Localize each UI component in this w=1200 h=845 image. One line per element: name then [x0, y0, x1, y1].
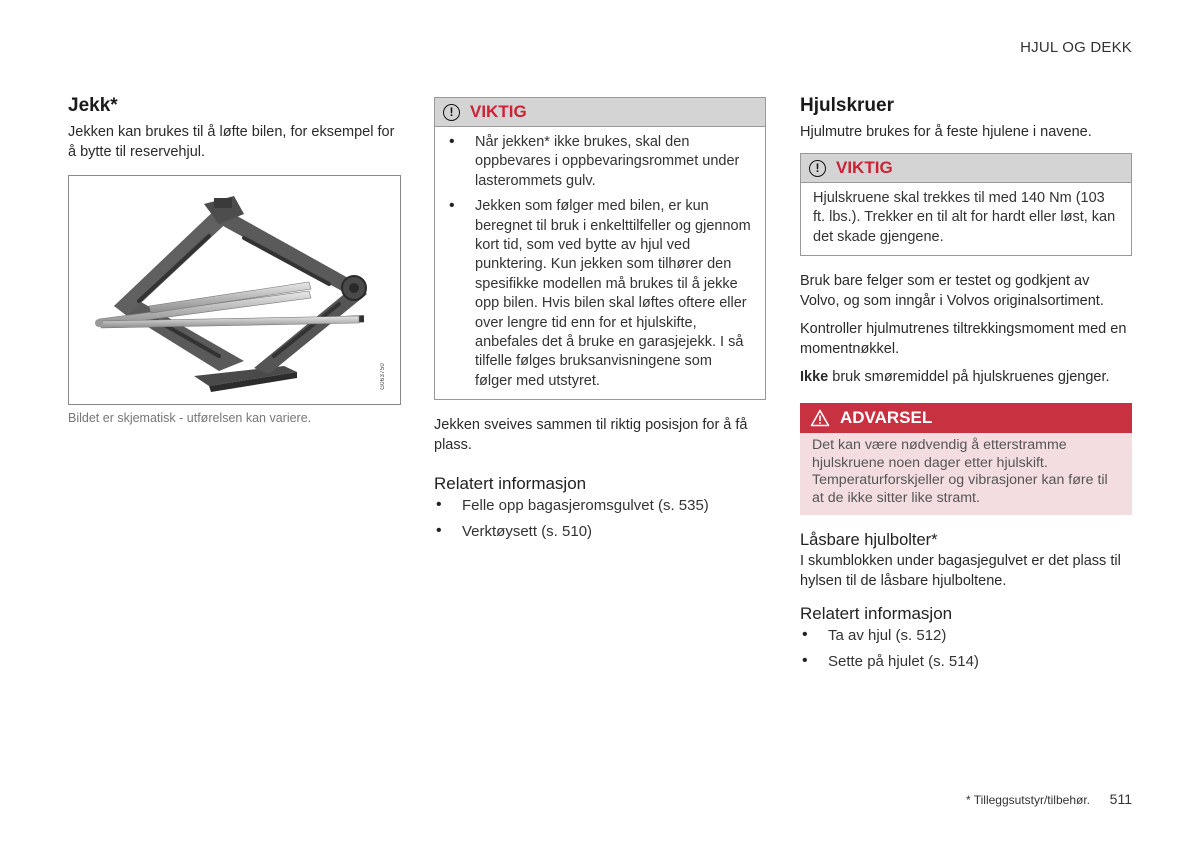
- laasbare-section: [800, 531, 1132, 591]
- related-list: [800, 626, 1132, 672]
- section-header: HJUL OG DEKK: [1020, 39, 1132, 56]
- smoremiddel-text: [800, 367, 1132, 387]
- viktig-header: [435, 98, 765, 127]
- laasbare-text: I skumblokken under bagasjegulvet er det plass til hylsen til de låsbare hjulboltene.: [800, 553, 1121, 589]
- page-number: 511: [1109, 791, 1132, 807]
- jekk-section: [68, 95, 403, 162]
- viktig-body: [435, 127, 765, 399]
- related-list: [434, 496, 766, 542]
- jack-illustration: [68, 175, 401, 405]
- exclamation-icon: !: [443, 104, 460, 121]
- hjulskruer-title: Hjulskruer: [800, 95, 894, 116]
- viktig-label: VIKTIG: [470, 102, 527, 121]
- scissor-jack-image: [69, 176, 400, 404]
- viktig-body: Hjulskruene skal trekkes til med 140 Nm (103 ft. lbs.). Trekker en til alt for hardt eller løst, kan det skade gjengene.: [813, 190, 1116, 245]
- figure-code: G063750: [380, 363, 386, 390]
- jekk-title: Jekk*: [68, 95, 118, 116]
- advarsel-header: [800, 403, 1132, 433]
- viktig-header: [801, 154, 1131, 183]
- felger-text: Bruk bare felger som er testet og godkjent av Volvo, og som inngår i Volvos originalsortiment.: [800, 273, 1104, 309]
- viktig-box-jekk: [434, 97, 766, 400]
- col3-related: [800, 604, 1132, 678]
- viktig-label: VIKTIG: [836, 158, 893, 177]
- hjulskruer-section: [800, 95, 1132, 142]
- figure-caption: Bildet er skjematisk - utførelsen kan variere.: [68, 411, 312, 425]
- warning-triangle-icon: [810, 409, 830, 427]
- footnote: * Tilleggsutstyr/tilbehør.: [965, 793, 1090, 807]
- hjulskruer-paragraphs: [800, 271, 1132, 387]
- moment-text: Kontroller hjulmutrenes tiltrekkingsmoment med en momentnøkkel.: [800, 321, 1127, 357]
- viktig-item: • Når jekken* ikke brukes, skal den oppbevares i oppbevaringsrommet under lasterommets gulv.: [447, 133, 753, 191]
- ikke-bold: Ikke: [800, 369, 829, 385]
- laasbare-title: Låsbare hjulbolter*: [800, 531, 938, 549]
- col2-text-block: [434, 415, 766, 548]
- related-info-title: Relatert informasjon: [434, 474, 587, 493]
- crank-text: Jekken sveives sammen til riktig posisjon for å få plass.: [434, 417, 748, 453]
- advarsel-label: ADVARSEL: [840, 408, 933, 427]
- jekk-intro: Jekken kan brukes til å løfte bilen, for eksempel for å bytte til reservehjul.: [68, 124, 395, 160]
- advarsel-body: Det kan være nødvendig å etterstramme hjulskruene noen dager etter hjulskift. Temperaturforskjeller og vibrasjoner kan føre til at de ikke sitter like stramt.: [800, 433, 1132, 515]
- related-info-title: Relatert informasjon: [800, 604, 953, 623]
- advarsel-box: [800, 403, 1132, 515]
- exclamation-icon: !: [809, 160, 826, 177]
- related-link[interactable]: • Felle opp bagasjeromsgulvet (s. 535): [434, 496, 766, 516]
- related-link[interactable]: • Verktøysett (s. 510): [434, 522, 766, 542]
- related-link[interactable]: • Ta av hjul (s. 512): [800, 626, 1132, 646]
- smoremiddel-rest: bruk smøremiddel på hjulskruenes gjenger.: [828, 369, 1110, 385]
- hjulskruer-intro: Hjulmutre brukes for å feste hjulene i navene.: [800, 124, 1092, 140]
- viktig-box-hjulskruer: [800, 153, 1132, 256]
- viktig-item: • Jekken som følger med bilen, er kun beregnet til bruk i enkelttilfeller og gjennom kort tid, som ved bytte av hjul ved punktering. Kun jekken som tilhører den spesifikke modellen må brukes til å jekke opp bilen. Hvis bilen skal løftes oftere eller over lengre tid enn for et hjulskifte, anbefales det å bruke en garasjejekk. I så tilfelle følges bruksanvisningene som følger med utstyret.: [447, 197, 753, 391]
- related-link[interactable]: • Sette på hjulet (s. 514): [800, 652, 1132, 672]
